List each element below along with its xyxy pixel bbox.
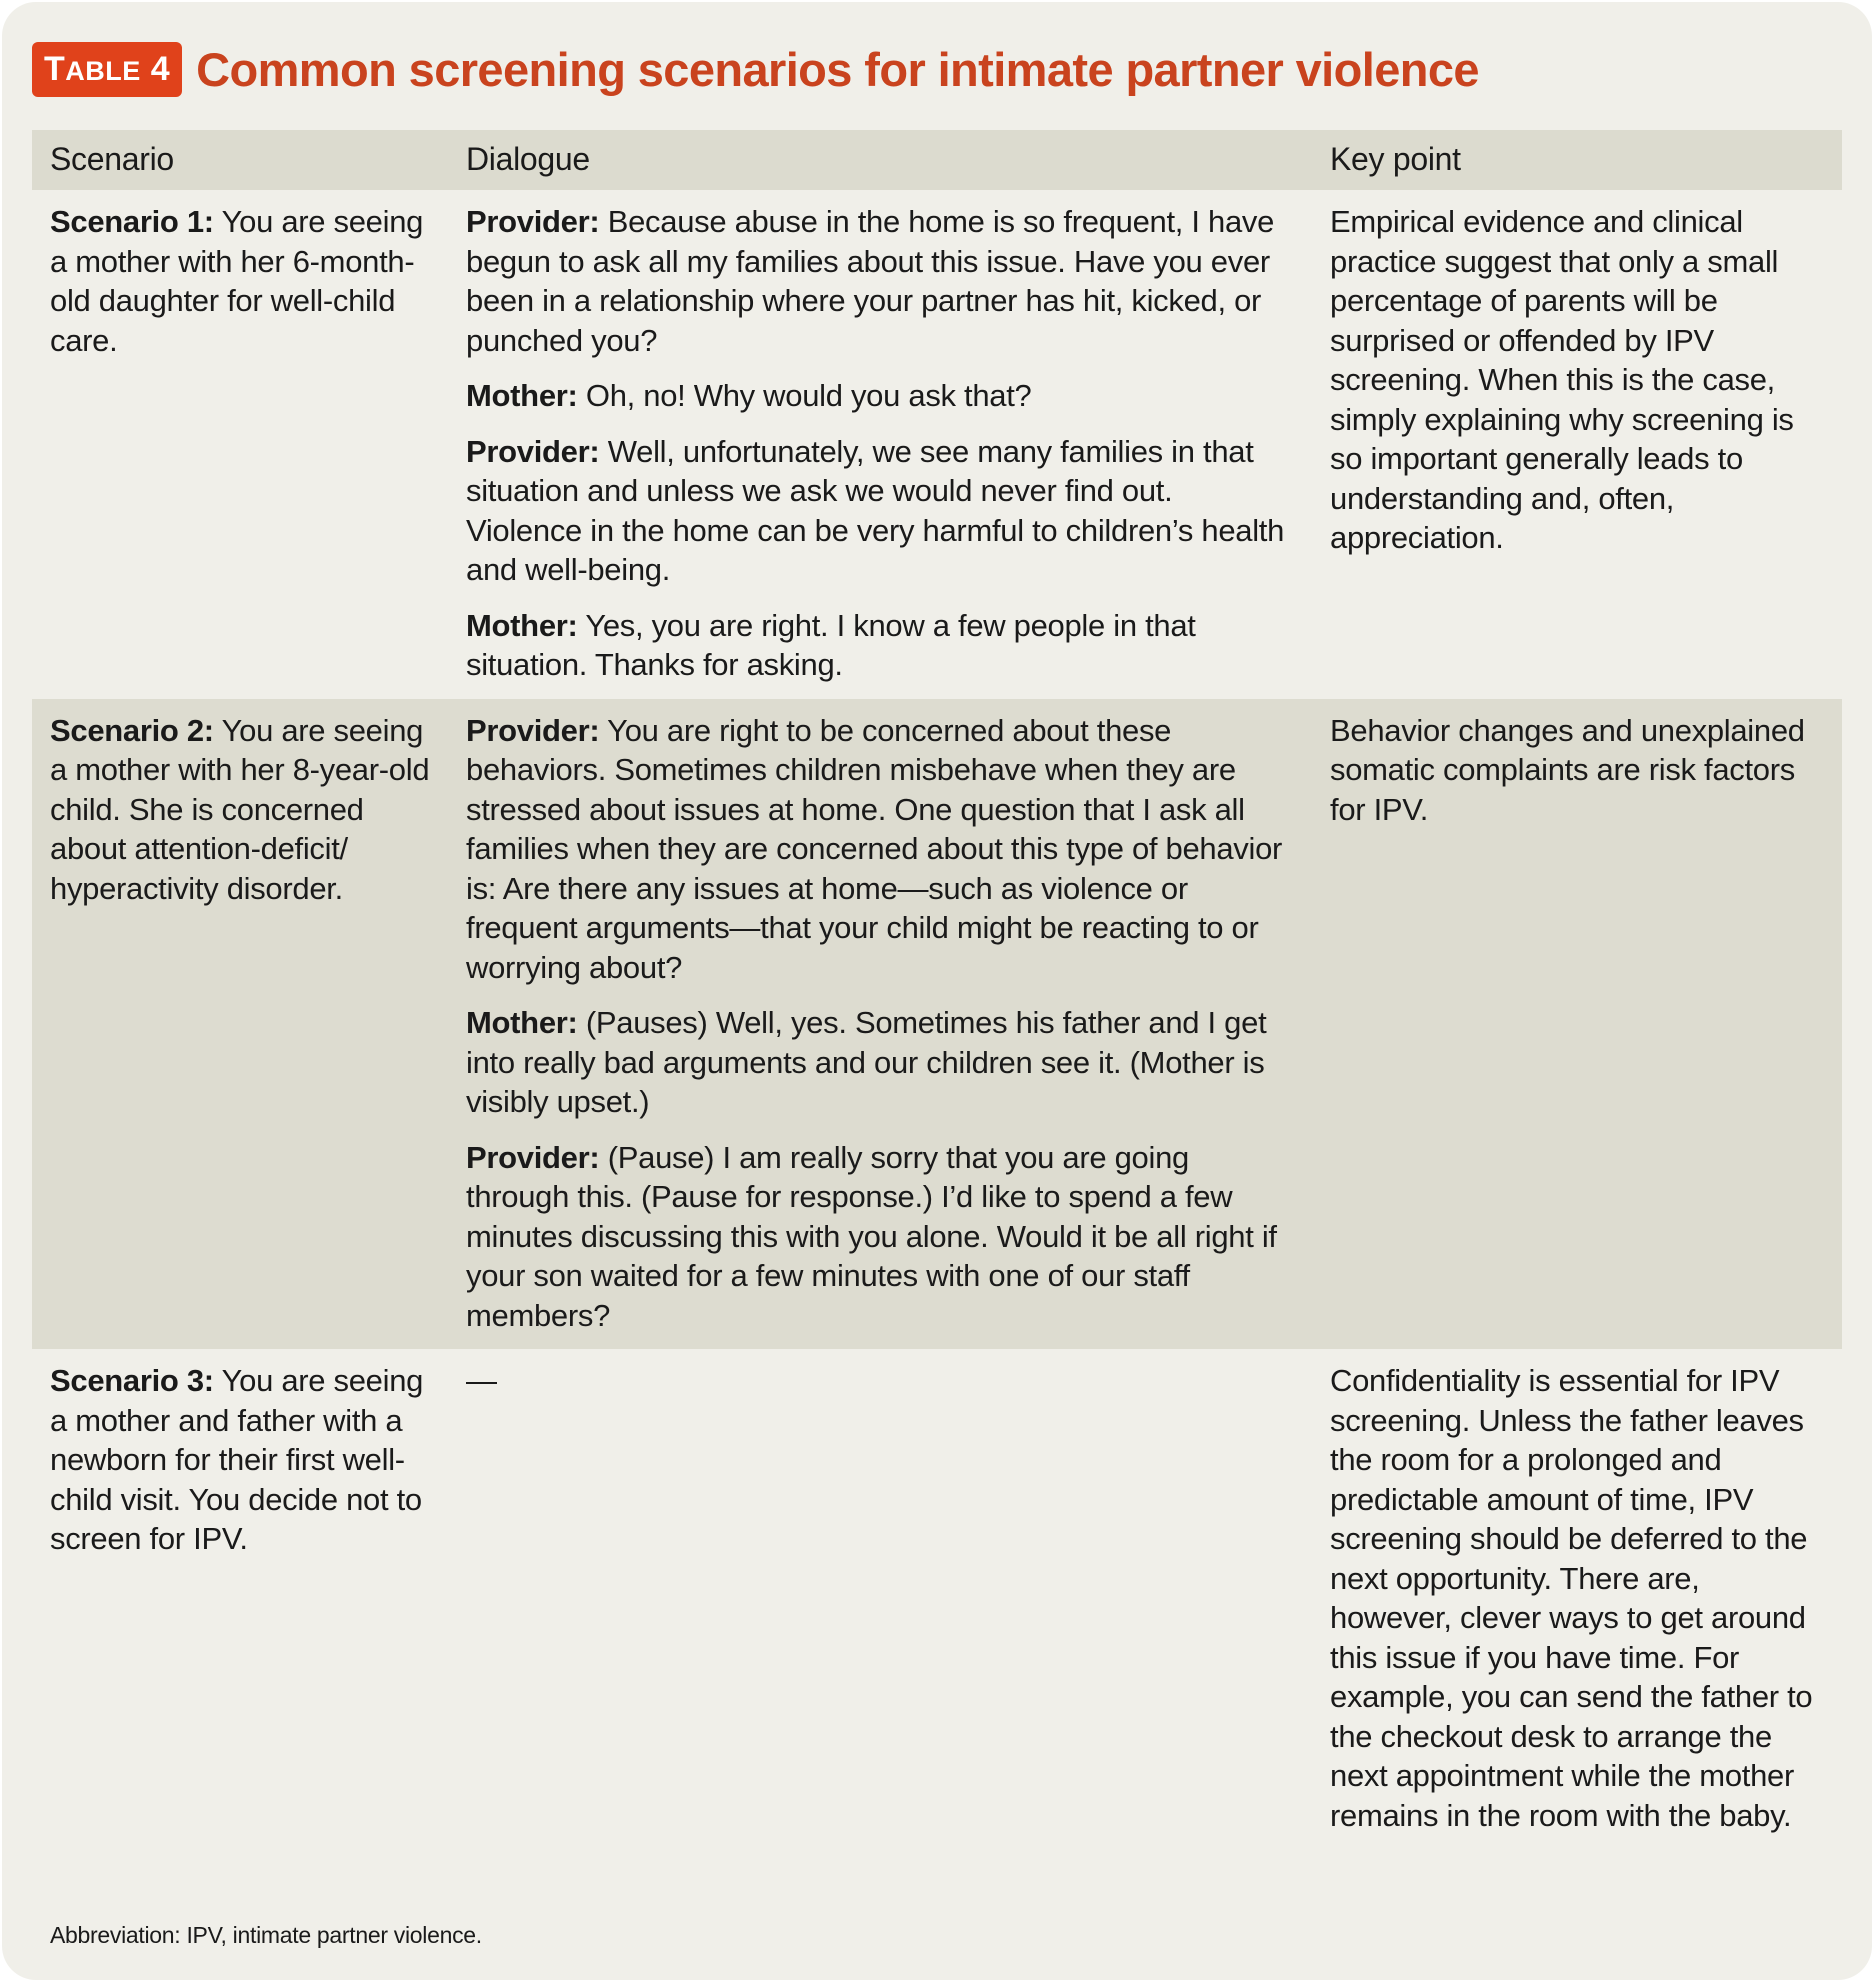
key-point-cell: Behavior changes and unexplained somatic complaints are risk factors for IPV. xyxy=(1312,699,1842,1350)
scenario-cell: Scenario 1: You are seeing a mother with her 6-month-old daughter for well-child care. xyxy=(50,204,424,358)
key-point-cell: Empirical evidence and clinical practice suggest that only a small percentage of parents will be surprised or offended by IPV screening. When this is the case, simply explaining why screening is so important generally leads to understanding and, often, appreciation. xyxy=(1330,204,1794,555)
dialogue-cell: Provider: You are right to be concerned about these behaviors. Sometimes children misbehave when they are stressed about issues at home. One question that I ask all families when they are concerned about this type of behavior is: Are there any issues at home—such as violence or frequent arguments—that your child might be reacting to or worrying about? Mother: (Pauses) Well, yes. Sometimes his father and I get into really bad arguments and our children see it. (Mother is visibly upset.) Provider: (Pause) I am really sorry that you are going through this. (Pause for response.) I’d like to spend a few minutes discussing this with you alone. Would it be all right if your son waited for a few minutes with one of our staff members? xyxy=(448,699,1312,1350)
scenario-cell: Scenario 2: You are seeing a mother with her 8-year-old child. She is concerned about attention-deficit/ hyperactivity disorder. xyxy=(32,699,448,1350)
column-header-dialogue: Dialogue xyxy=(448,130,1312,190)
table-row xyxy=(32,1349,1842,1849)
dialogue-cell: Provider: Because abuse in the home is so frequent, I have begun to ask all my families about this issue. Have you ever been in a relationship where your partner has hit, kicked, or punched you? Mother: Oh, no! Why would you ask that? Provider: Well, unfortunately, we see many families in that situation and unless we ask we would never find out. Violence in the home can be very harmful to children’s health and well-being. Mother: Yes, you are right. I know a few people in that situation. Thanks for asking. xyxy=(466,204,1285,682)
table-header-row xyxy=(32,130,1842,190)
column-header-key-point: Key point xyxy=(1312,130,1842,190)
table-title: Common screening scenarios for intimate partner violence xyxy=(196,43,1479,96)
footnote: Abbreviation: IPV, intimate partner violence. xyxy=(50,1922,482,1948)
table-number-badge: TABLE 4 xyxy=(32,42,182,97)
dialogue-cell: — xyxy=(466,1363,497,1398)
scenarios-table xyxy=(32,130,1842,1849)
scenario-cell: Scenario 3: You are seeing a mother and father with a newborn for their first well-child visit. You decide not to screen for IPV. xyxy=(50,1363,424,1556)
table-title-row xyxy=(32,42,1479,97)
table-row xyxy=(32,699,1842,1350)
table-row xyxy=(32,190,1842,699)
key-point-cell: Confidentiality is essential for IPV screening. Unless the father leaves the room for a prolonged and predictable amount of time, IPV screening should be deferred to the next opportunity. There are, however, clever ways to get around this issue if you have time. For example, you can send the father to the checkout desk to arrange the next appointment while the mother remains in the room with the baby. xyxy=(1330,1363,1813,1833)
column-header-scenario: Scenario xyxy=(32,130,448,190)
